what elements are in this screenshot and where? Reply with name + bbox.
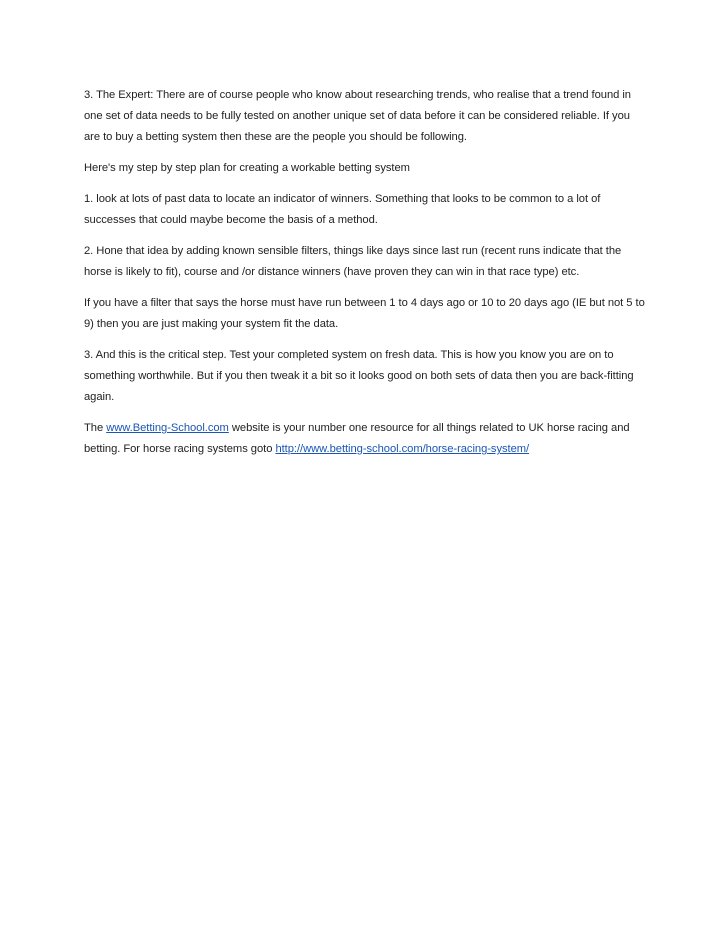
horse-racing-system-link[interactable]: http://www.betting-school.com/horse-racing-system/ (275, 443, 530, 455)
paragraph-step-1: 1. look at lots of past data to locate an indicator of winners. Something that looks to be common to a lot of successes that could maybe become the basis of a method. (84, 193, 601, 226)
paragraph-closing (84, 418, 646, 460)
paragraph-step-3: 3. And this is the critical step. Test your completed system on fresh data. This is how you know you are on to something worthwhile. But if you then tweak it a bit so it looks good on both sets of data then you are back-fitting again. (84, 349, 634, 403)
closing-prefix: The (84, 422, 107, 434)
closing-middle: website is your number one resource for all things related to UK horse racing and betting. For horse racing systems goto (84, 422, 630, 455)
document-body (84, 85, 646, 470)
paragraph-expert: 3. The Expert: There are of course people who know about researching trends, who realise that a trend found in one set of data needs to be fully tested on another unique set of data before it can be considered reliable. If you are to buy a betting system then these are the people you should be following. (84, 89, 631, 143)
paragraph-filter-note: If you have a filter that says the horse must have run between 1 to 4 days ago or 10 to 20 days ago (IE but not 5 to 9) then you are just making your system fit the data. (84, 297, 645, 330)
paragraph-plan-intro: Here's my step by step plan for creating a workable betting system (84, 162, 410, 174)
paragraph-step-2: 2. Hone that idea by adding known sensible filters, things like days since last run (recent runs indicate that the horse is likely to fit), course and /or distance winners (have proven they can win in that race type) etc. (84, 245, 622, 278)
betting-school-link[interactable]: www.Betting-School.com (106, 422, 229, 434)
